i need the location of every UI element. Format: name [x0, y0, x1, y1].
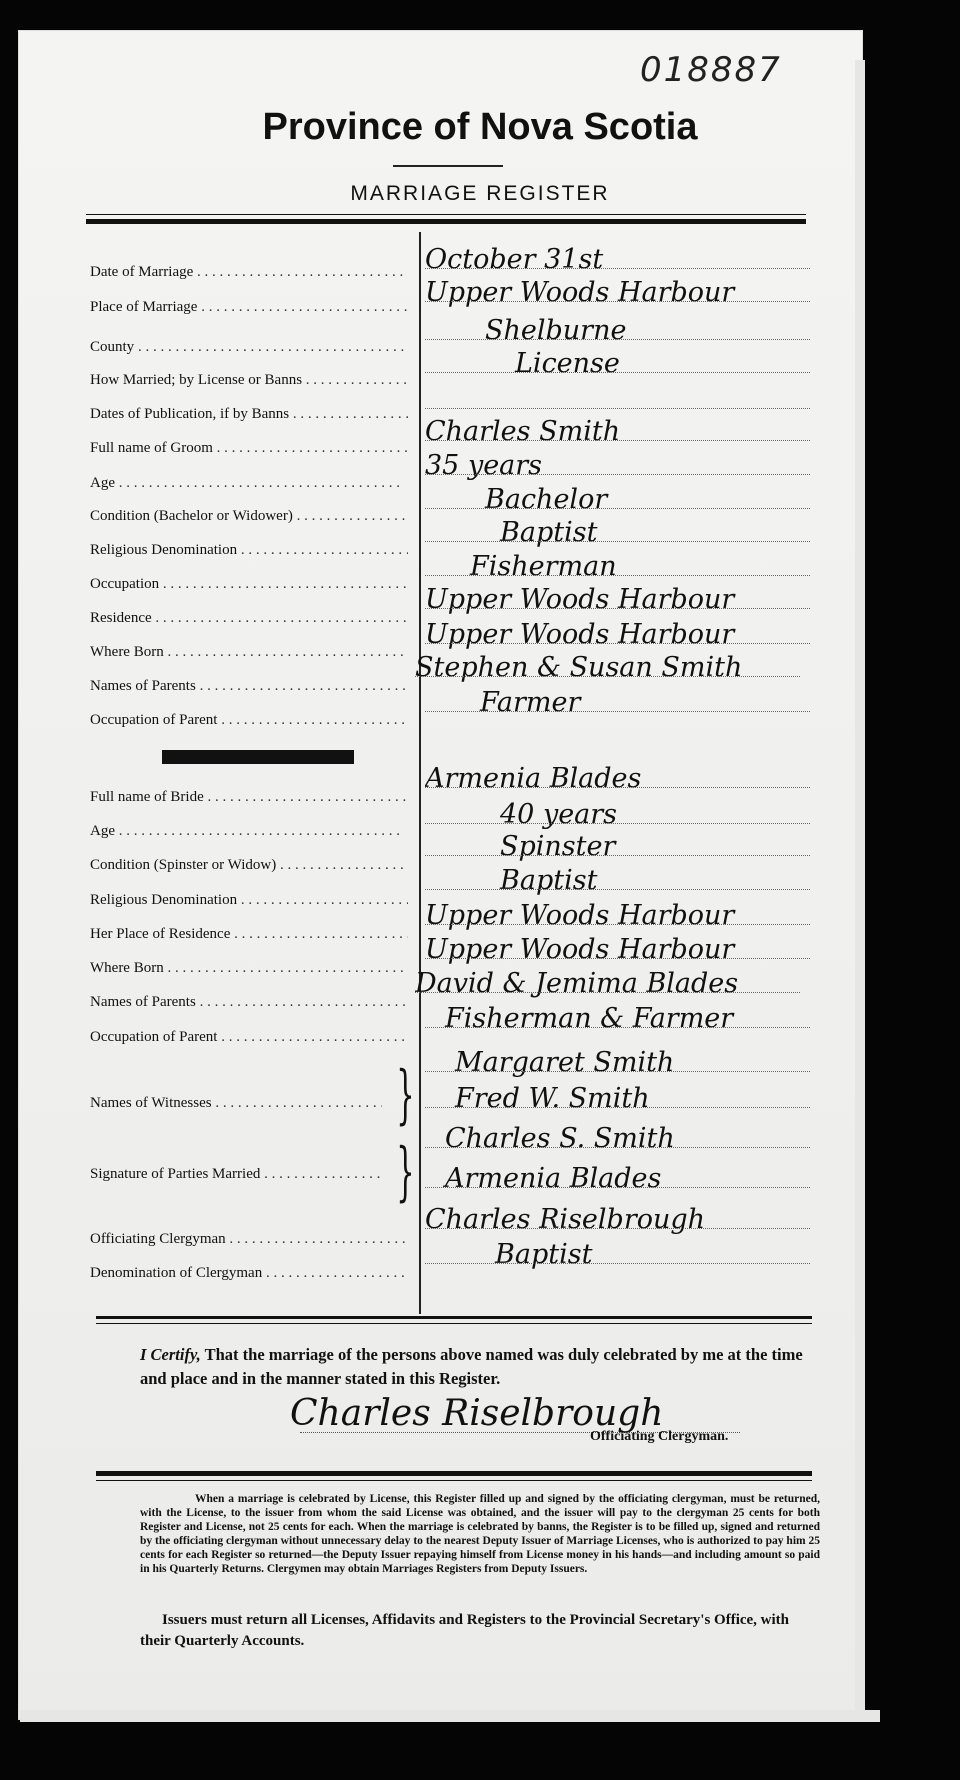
certification-text	[140, 1343, 820, 1391]
value-groom-residence: Upper Woods Harbour	[425, 585, 810, 615]
label-dates-of-publication: Dates of Publication, if by Banns . . .	[90, 403, 408, 425]
label-how-married: How Married; by License or Banns . . .	[90, 369, 408, 391]
column-divider	[419, 232, 421, 1314]
signature-caption: Officiating Clergyman.	[590, 1429, 729, 1444]
value-signature-bride: Armenia Blades	[425, 1164, 810, 1194]
value-bride-birthplace: Upper Woods Harbour	[425, 935, 810, 965]
section-divider	[162, 750, 354, 764]
value-county: Shelburne	[425, 316, 810, 346]
label-clergyman: Officiating Clergyman . . .	[90, 1228, 408, 1250]
value-groom-parent-occupation: Farmer	[425, 688, 810, 718]
value-dates-of-publication	[425, 385, 810, 415]
label-bride-parents: Names of Parents . . .	[90, 991, 408, 1013]
label-bride-parent-occupation: Occupation of Parent . . .	[90, 1026, 408, 1048]
label-clergyman-denomination: Denomination of Clergyman . . .	[90, 1262, 408, 1284]
certify-lead: I Certify,	[140, 1345, 201, 1364]
value-bride-parents: David & Jemima Blades	[415, 969, 800, 999]
witnesses-brace: }	[396, 1058, 415, 1132]
value-bride-name: Armenia Blades	[425, 764, 810, 794]
value-clergyman: Charles Riselbrough	[425, 1205, 810, 1235]
label-bride-name: Full name of Bride . . .	[90, 786, 408, 808]
label-groom-religion: Religious Denomination . . .	[90, 539, 408, 561]
label-signatures: Signature of Parties Married . . .	[90, 1163, 382, 1185]
label-groom-residence: Residence . . .	[90, 607, 408, 629]
value-groom-age: 35 years	[425, 451, 810, 481]
cert-rule-top	[96, 1316, 812, 1319]
label-place-of-marriage: Place of Marriage . . .	[90, 296, 408, 318]
label-groom-birthplace: Where Born . . .	[90, 641, 408, 663]
value-signature-groom: Charles S. Smith	[425, 1124, 810, 1154]
instructions-rule-thin	[96, 1480, 812, 1481]
value-groom-birthplace: Upper Woods Harbour	[425, 620, 810, 650]
title-underline	[393, 165, 503, 167]
label-date-of-marriage: Date of Marriage . . .	[90, 261, 408, 283]
value-groom-name: Charles Smith	[425, 417, 810, 447]
label-county: County . . .	[90, 336, 408, 358]
label-witnesses: Names of Witnesses . . .	[90, 1092, 382, 1114]
label-groom-parent-occupation: Occupation of Parent . . .	[90, 709, 408, 731]
cert-rule-top-thin	[96, 1323, 812, 1324]
instructions-text: When a marriage is celebrated by License, this Register filled up and signed by the officiating clergyman, must be returned, with the License, to the issuer from whom the said License was obtained, and the issuer will pay to the clergyman 25 cents for both Register and License, not 25 cents for each. When the marriage is celebrated by banns, the Register is to be filled up, signed and returned by the officiating clergyman without unnecessary delay to the nearest Deputy Issuer of Marriage Licenses, who is authorized to pay him 25 cents for each Register so returned—the Deputy Issuer repaying himself from License money in his hands—and including amount so paid in his Quarterly Returns. Clergymen may obtain Marriages Registers from Deputy Issuers.	[140, 1493, 820, 1575]
value-bride-residence: Upper Woods Harbour	[425, 901, 810, 931]
value-witness-2: Fred W. Smith	[425, 1084, 810, 1114]
paper-edge-bottom	[20, 1710, 880, 1722]
value-place-of-marriage: Upper Woods Harbour	[425, 278, 810, 308]
label-bride-age: Age . . .	[90, 820, 408, 842]
paper-edge	[855, 60, 865, 1710]
instructions-rule	[96, 1471, 812, 1476]
header-rule-thick	[86, 219, 806, 224]
form-subtitle: MARRIAGE REGISTER	[350, 182, 610, 205]
form-title: Province of Nova Scotia	[262, 106, 698, 148]
document-number: 018887	[640, 50, 782, 90]
value-bride-religion: Baptist	[425, 866, 810, 896]
label-groom-occupation: Occupation . . .	[90, 573, 408, 595]
label-groom-condition: Condition (Bachelor or Widower) . . .	[90, 505, 408, 527]
value-groom-parents: Stephen & Susan Smith	[415, 653, 800, 683]
clergyman-signature: Charles Riselbrough	[290, 1393, 664, 1434]
value-date-of-marriage: October 31st	[425, 245, 810, 275]
value-how-married: License	[425, 349, 810, 379]
value-groom-condition: Bachelor	[425, 485, 810, 515]
label-bride-birthplace: Where Born . . .	[90, 957, 408, 979]
value-clergyman-denomination: Baptist	[425, 1240, 810, 1270]
label-groom-parents: Names of Parents . . .	[90, 675, 408, 697]
value-bride-condition: Spinster	[425, 832, 810, 862]
header-rule-thin	[86, 214, 806, 215]
label-bride-residence: Her Place of Residence . . .	[90, 923, 408, 945]
certify-body: That the marriage of the persons above named was duly celebrated by me at the time and place and in the manner stated in this Register.	[140, 1345, 803, 1388]
signatures-brace: }	[396, 1135, 415, 1209]
value-groom-occupation: Fisherman	[425, 552, 810, 582]
label-groom-name: Full name of Groom . . .	[90, 437, 408, 459]
value-witness-1: Margaret Smith	[425, 1048, 810, 1078]
footer-note: Issuers must return all Licenses, Affidavits and Registers to the Provincial Secretary's Office, with their Quarterly Accounts.	[140, 1612, 790, 1649]
label-bride-religion: Religious Denomination . . .	[90, 889, 408, 911]
value-bride-age: 40 years	[425, 800, 810, 830]
label-bride-condition: Condition (Spinster or Widow) . . .	[90, 854, 408, 876]
label-groom-age: Age . . .	[90, 472, 408, 494]
value-bride-parent-occupation: Fisherman & Farmer	[425, 1004, 810, 1034]
value-groom-religion: Baptist	[425, 518, 810, 548]
